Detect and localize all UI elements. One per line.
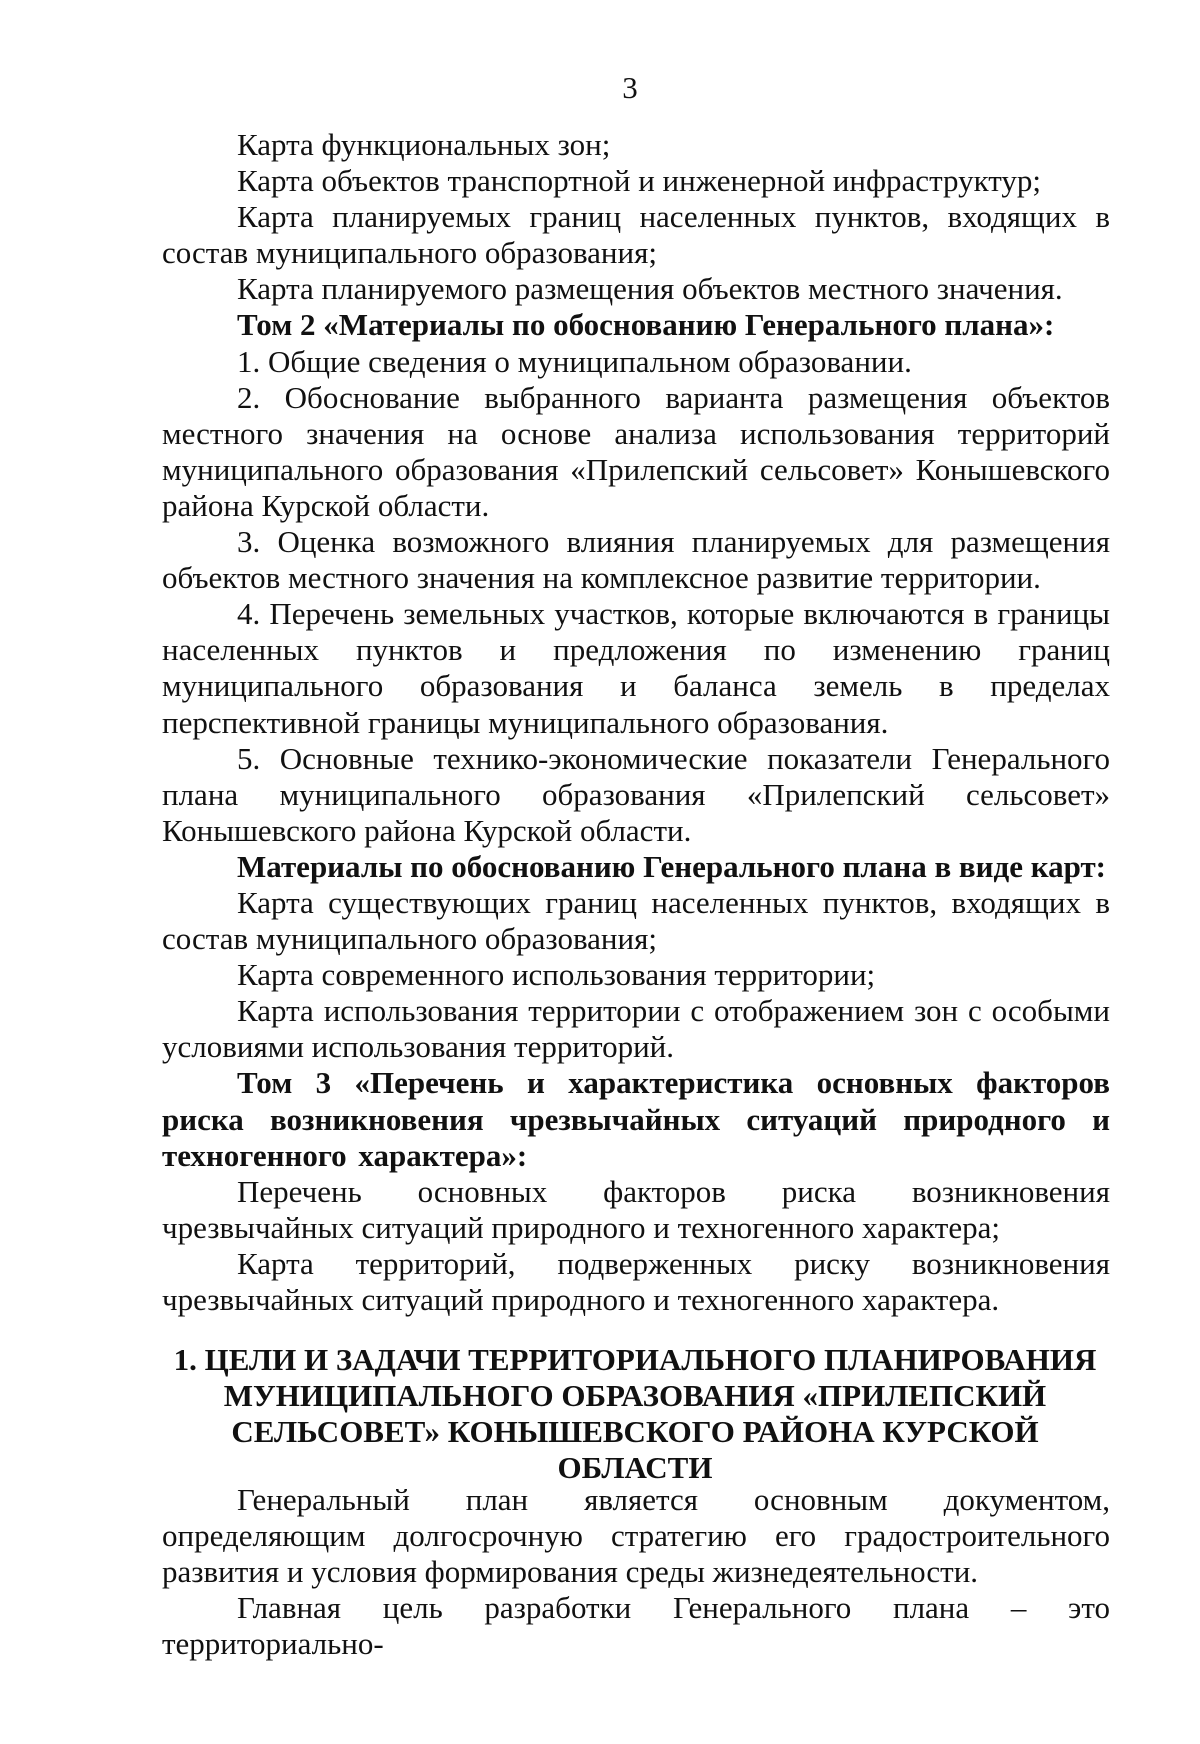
section-heading-line-3: СЕЛЬСОВЕТ» КОНЫШЕВСКОГО РАЙОНА КУРСКОЙ ОБЛАСТИ (231, 1414, 1039, 1485)
page-number: 3 (622, 70, 638, 105)
paragraph-map-infrastructure: Карта объектов транспортной и инженерной инфраструктур; (237, 163, 1041, 199)
volume-2-heading: Том 2 «Материалы по обоснованию Генерального плана»: (237, 307, 1055, 343)
paragraph-map-current-use: Карта современного использования территории; (237, 957, 876, 993)
paragraph-general-plan-definition: Генеральный план является основным документом, определяющим долгосрочную стратегию его градостроительного развития и условия формирования среды жизнедеятельности. (162, 1482, 1110, 1590)
document-body (162, 127, 1110, 1318)
list-item-2: 2. Обоснование выбранного варианта размещения объектов местного значения на основе анализа использования территорий муниципального образования «Прилепский сельсовет» Конышевского района Курской области. (162, 379, 1110, 523)
paragraph-map-risk-territories: Карта территорий, подверженных риску возникновения чрезвычайных ситуаций природного и техногенного характера. (162, 1245, 1110, 1317)
paragraph-risk-factors-list: Перечень основных факторов риска возникновения чрезвычайных ситуаций природного и техногенного характера; (162, 1173, 1110, 1245)
section-heading (160, 1342, 1110, 1486)
maps-materials-heading: Материалы по обоснованию Генерального плана в виде карт: (237, 848, 1106, 884)
paragraph-map-functional-zones: Карта функциональных зон; (237, 127, 611, 162)
list-item-1: 1. Общие сведения о муниципальном образовании. (237, 343, 912, 379)
paragraph-map-planned-boundaries: Карта планируемых границ населенных пунктов, входящих в состав муниципального образования; (162, 199, 1110, 271)
section-heading-line-2: МУНИЦИПАЛЬНОГО ОБРАЗОВАНИЯ «ПРИЛЕПСКИЙ (223, 1378, 1047, 1413)
list-item-5: 5. Основные технико-экономические показатели Генерального плана муниципального образования «Прилепский сельсовет» Конышевского района Курской области. (162, 740, 1110, 848)
list-item-3: 3. Оценка возможного влияния планируемых для размещения объектов местного значения на комплексное развитие территории. (162, 524, 1110, 596)
paragraph-map-special-zones: Карта использования территории с отображением зон с особыми условиями использования территорий. (162, 993, 1110, 1065)
paragraph-map-existing-boundaries: Карта существующих границ населенных пунктов, входящих в состав муниципального образования; (162, 884, 1110, 957)
list-item-4: 4. Перечень земельных участков, которые включаются в границы населенных пунктов и предложения по изменению границ муниципального образования и баланса земель в пределах перспективной границы муниципального образования. (162, 596, 1110, 740)
section-heading-line-1: 1. ЦЕЛИ И ЗАДАЧИ ТЕРРИТОРИАЛЬНОГО ПЛАНИРОВАНИЯ (173, 1342, 1097, 1377)
section-body (162, 1482, 1110, 1662)
paragraph-map-planned-objects: Карта планируемого размещения объектов местного значения. (237, 271, 1063, 307)
paragraph-main-goal: Главная цель разработки Генерального плана – это территориально- (162, 1590, 1110, 1662)
volume-3-heading: Том 3 «Перечень и характеристика основных факторов риска возникновения чрезвычайных ситуаций природного и техногенного характера»: (162, 1065, 1110, 1173)
